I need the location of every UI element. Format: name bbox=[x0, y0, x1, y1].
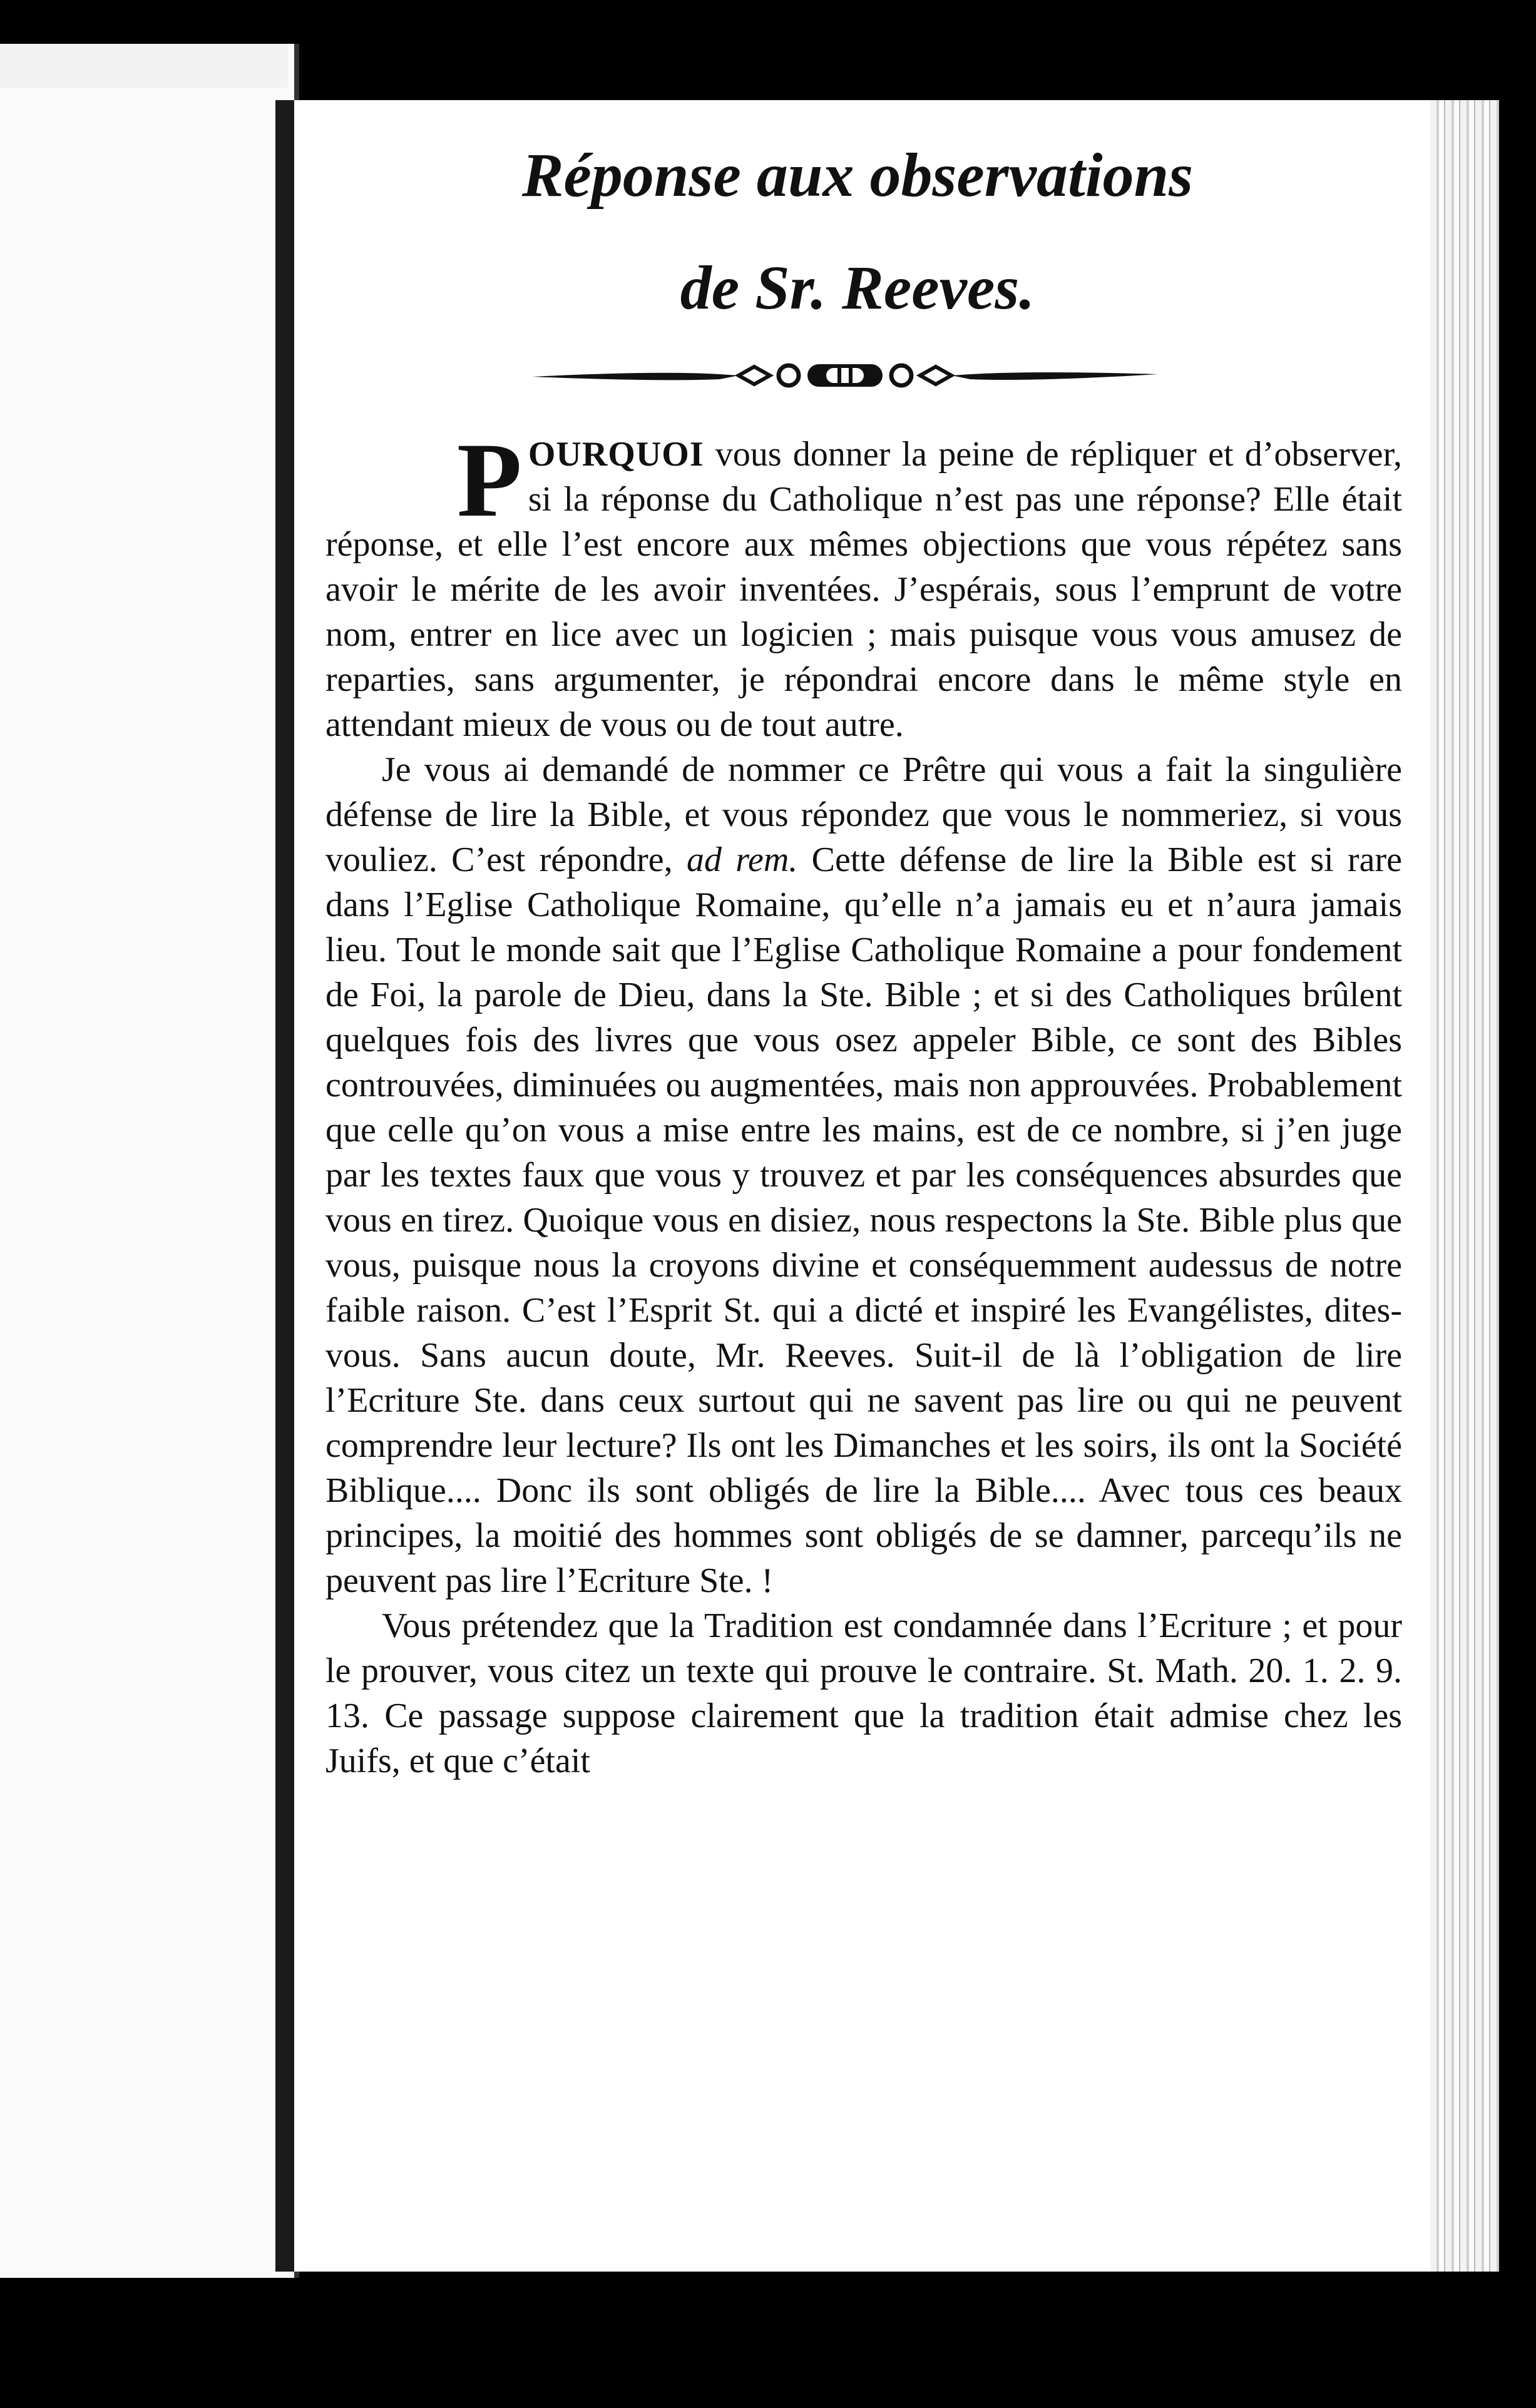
page-subtitle: de Sr. Reeves. bbox=[680, 253, 1035, 322]
paragraph-1 bbox=[325, 421, 1403, 747]
page-edge bbox=[1430, 100, 1499, 2272]
paragraph-2-text-a: Je vous ai demandé de nommer ce Prêtre qui vous a fait la singulière défense de lire la Bible, et vous répondez que vous le nommeriez, si vous vouliez. C’est répondre, bbox=[325, 750, 1402, 879]
paragraph-3 bbox=[325, 1603, 1402, 1783]
paragraph-3-text: Vous prétendez que la Tradition est condamnée dans l’Ecriture ; et pour le prouver, vous citez un texte qui prouve le contraire. St. Math. 20. 1. 2. 9. 13. Ce passage suppose clairement que la tradition était admise chez les Juifs, et que c’était bbox=[325, 1606, 1402, 1780]
drop-cap: P bbox=[457, 421, 522, 539]
facing-page-top bbox=[0, 44, 288, 88]
decorative-rule-ornament-icon bbox=[532, 357, 1158, 394]
opening-word: OURQUOI bbox=[528, 435, 704, 474]
body-text bbox=[325, 421, 1403, 1783]
paragraph-1-text: vous donner la peine de répliquer et d’observer, si la réponse du Catholique n’est pas une réponse? Elle était réponse, et elle l’est encore aux mêmes objections que vous répétez sans avoir le mérite de les avoir inventées. J’espérais, sous l’emprunt de votre nom, entrer en lice avec un logicien ; mais puisque vous vous amusez de reparties, sans argumenter, je répondrai encore dans le même style en attendant mieux de vous ou de tout autre. bbox=[325, 435, 1403, 744]
paragraph-2 bbox=[325, 747, 1402, 1603]
page-title: Réponse aux observations bbox=[521, 140, 1194, 210]
facing-page bbox=[0, 44, 299, 2278]
paragraph-2-text-b: Cette défense de lire la Bible est si rare dans l’Eglise Catholique Romaine, qu’elle n’a jamais eu et n’aura jamais lieu. Tout le monde sait que l’Eglise Catholique Romaine a pour fondement de Foi, la parole de Dieu, dans la Ste. Bible ; et si des Catholiques brûlent quelques fois des livres que vous osez appeler Bible, ce sont des Bibles controuvées, diminuées ou augmentées, mais non approuvées. Probablement que celle qu’on vous a mise entre les mains, est de ce nombre, si j’en juge par les textes faux que vous y trouvez et par les conséquences absurdes que vous en tirez. Quoique vous en disiez, nous respectons la Ste. Bible plus que vous, puisque nous la croyons divine et conséquemment audessus de notre faible raison. C’est l’Esprit St. qui a dicté et inspiré les Evangélistes, dites-vous. Sans aucun doute, Mr. Reeves. Suit-il de là l’obligation de lire l’Ecriture Ste. dans ceux surtout qui ne savent pas lire ou qui ne peuvent comprendre leur lecture? Ils ont les Dimanches et les soirs, ils ont la Société Biblique.... Donc ils sont obligés de lire la Bible.... Avec tous ces beaux principes, la moitié des hommes sont obligés de se damner, parcequ’ils ne peuvent pas lire l’Ecriture Ste. ! bbox=[325, 840, 1403, 1600]
latin-phrase: ad rem. bbox=[686, 840, 798, 879]
